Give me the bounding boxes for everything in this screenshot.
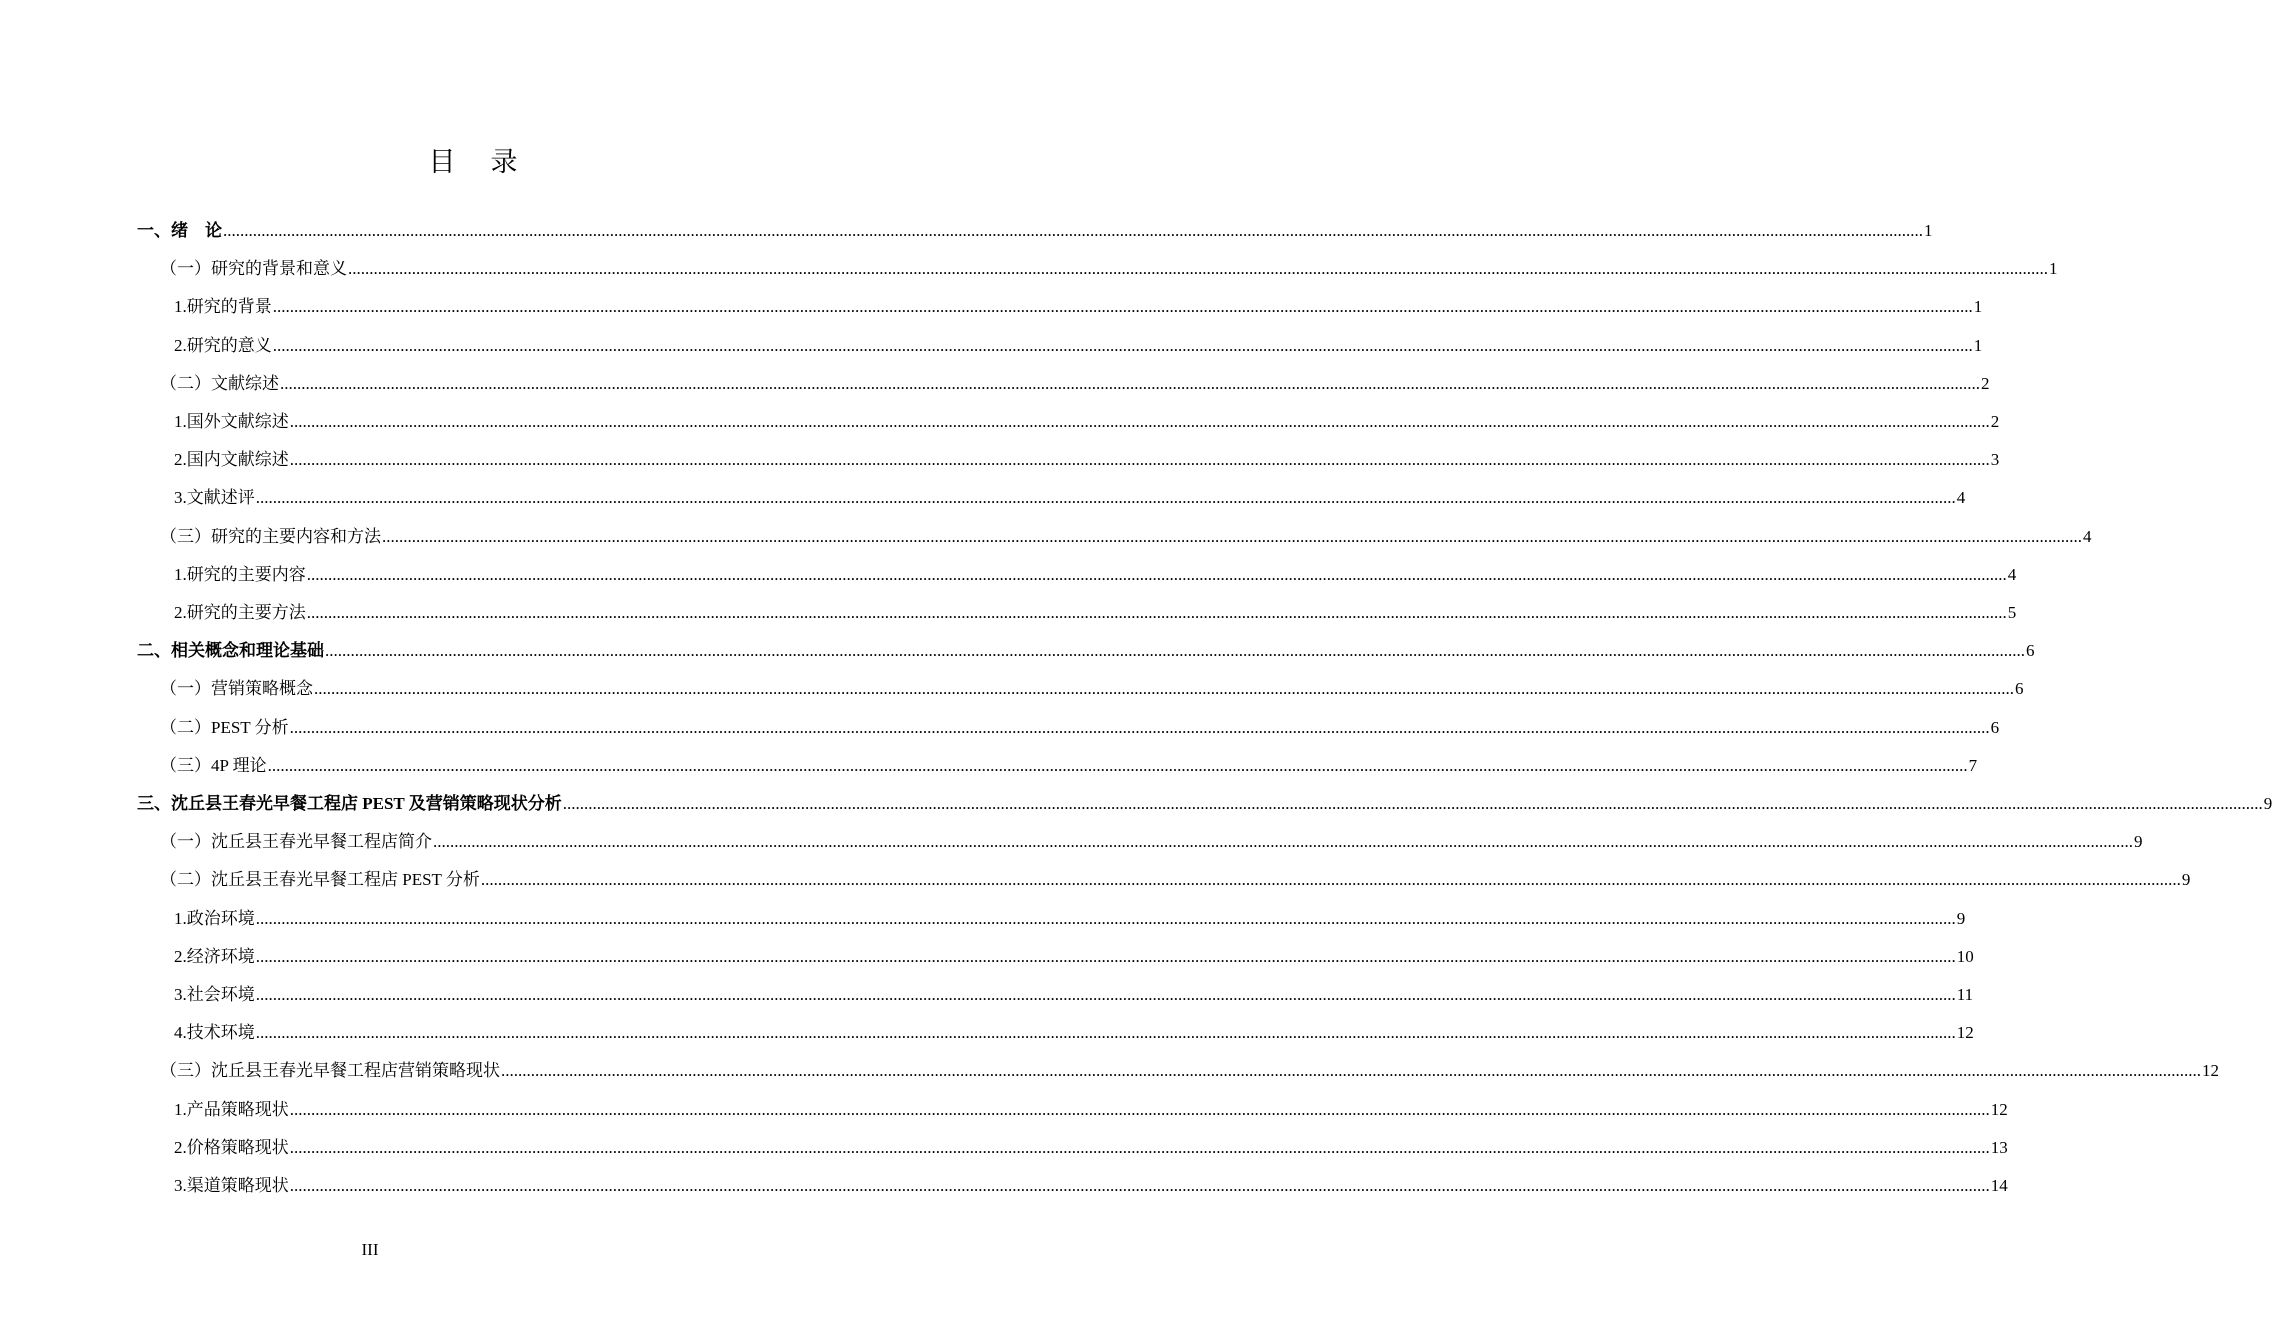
toc-leader-dots: ................................................................................................................................................................................................................................................................................................................................................................................................................ xyxy=(255,985,1956,1004)
toc-entry[interactable] xyxy=(137,632,2035,670)
toc-entry[interactable] xyxy=(174,938,1974,976)
toc-leader-dots: ................................................................................................................................................................................................................................................................................................................................................................................................................ xyxy=(325,641,2025,661)
toc-entry-label: 1.研究的背景 xyxy=(174,297,272,317)
toc-entry-label: 三、沈丘县王春光早餐工程店 PEST 及营销策略现状分析 xyxy=(137,794,562,813)
toc-entry[interactable] xyxy=(174,479,1966,517)
toc-entry-page: 12 xyxy=(2202,1061,2219,1081)
toc-leader-dots: ................................................................................................................................................................................................................................................................................................................................................................................................................ xyxy=(289,1099,1990,1119)
toc-leader-dots: ................................................................................................................................................................................................................................................................................................................................................................................................................ xyxy=(289,1137,1990,1157)
toc-entry[interactable] xyxy=(174,594,2017,632)
toc-entry[interactable] xyxy=(174,327,1983,365)
toc-leader-dots: ................................................................................................................................................................................................................................................................................................................................................................................................................ xyxy=(255,908,1956,928)
toc-entry[interactable] xyxy=(160,709,2000,747)
footer-page-number: III xyxy=(361,1240,379,1259)
toc-entry-page: 11 xyxy=(1956,985,1974,1004)
toc-entry-label: 3.文献述评 xyxy=(174,488,255,508)
toc-entry-label: 1.研究的主要内容 xyxy=(174,564,306,584)
toc-entry[interactable] xyxy=(137,785,2272,823)
toc-entry-page: 1 xyxy=(1973,297,1983,317)
toc-entry-page: 2 xyxy=(1981,373,1990,393)
toc-entry[interactable] xyxy=(174,1167,2008,1205)
toc-entry[interactable] xyxy=(174,1091,2008,1129)
page-title: 目 录 xyxy=(428,147,522,178)
toc-entry-page: 6 xyxy=(2015,679,2024,699)
toc-entry-label: 3.渠道策略现状 xyxy=(174,1176,289,1195)
toc-entry[interactable] xyxy=(174,976,1974,1014)
toc-entry-label: （二）文献综述 xyxy=(160,373,279,393)
toc-entry-label: 1.国外文献综述 xyxy=(174,412,289,431)
toc-entry[interactable] xyxy=(174,288,1983,326)
toc-entry-page: 5 xyxy=(2007,603,2017,622)
toc-leader-dots: ................................................................................................................................................................................................................................................................................................................................................................................................................ xyxy=(314,679,2014,699)
toc-entry[interactable] xyxy=(160,861,2191,899)
toc-entry-page: 1 xyxy=(1973,335,1983,355)
toc-entry-page: 9 xyxy=(1956,908,1966,928)
toc-entry-page: 4 xyxy=(2007,564,2017,584)
toc-leader-dots: ................................................................................................................................................................................................................................................................................................................................................................................................................ xyxy=(272,297,1973,317)
toc-entry-page: 6 xyxy=(2026,641,2035,661)
toc-entry-label: 2.经济环境 xyxy=(174,946,255,966)
toc-leader-dots: ................................................................................................................................................................................................................................................................................................................................................................................................................ xyxy=(223,221,1923,240)
toc-entry[interactable] xyxy=(174,441,2000,479)
toc-entry-page: 7 xyxy=(1968,755,1978,775)
toc-leader-dots: ................................................................................................................................................................................................................................................................................................................................................................................................................ xyxy=(480,870,2181,890)
toc-entry-page: 13 xyxy=(1990,1137,2008,1157)
toc-entry-label: 一、绪 论 xyxy=(137,221,222,240)
toc-entry-label: 2.研究的意义 xyxy=(174,335,272,355)
toc-entry-label: 2.价格策略现状 xyxy=(174,1137,289,1157)
toc-entry-label: （二）PEST 分析 xyxy=(160,717,289,737)
toc-leader-dots: ................................................................................................................................................................................................................................................................................................................................................................................................................ xyxy=(289,1176,1990,1195)
toc-leader-dots: ................................................................................................................................................................................................................................................................................................................................................................................................................ xyxy=(501,1061,2201,1081)
toc-entry[interactable] xyxy=(160,250,2058,288)
toc-entry-page: 2 xyxy=(1990,412,2000,431)
toc-entry[interactable] xyxy=(174,1129,2008,1167)
toc-entry[interactable] xyxy=(160,1052,2219,1090)
toc-entry-page: 14 xyxy=(1990,1176,2008,1195)
toc-entry[interactable] xyxy=(174,900,1966,938)
toc-entry-page: 12 xyxy=(1990,1099,2008,1119)
toc-leader-dots: ................................................................................................................................................................................................................................................................................................................................................................................................................ xyxy=(433,832,2133,852)
toc-leader-dots: ................................................................................................................................................................................................................................................................................................................................................................................................................ xyxy=(348,259,2048,279)
toc-entry[interactable] xyxy=(174,403,2000,441)
toc-entry[interactable] xyxy=(160,823,2143,861)
toc-entry-label: 2.国内文献综述 xyxy=(174,450,289,470)
toc-leader-dots: ................................................................................................................................................................................................................................................................................................................................................................................................................ xyxy=(272,335,1973,355)
toc-entry-page: 1 xyxy=(2049,259,2058,279)
toc-entry-page: 9 xyxy=(2181,870,2191,890)
toc-entry[interactable] xyxy=(160,670,2024,708)
toc-entry-page: 10 xyxy=(1956,946,1974,966)
toc-leader-dots: ................................................................................................................................................................................................................................................................................................................................................................................................................ xyxy=(267,755,1968,775)
toc-entry-label: （三）4P 理论 xyxy=(160,755,267,775)
toc-entry-label: （二）沈丘县王春光早餐工程店 PEST 分析 xyxy=(160,870,480,890)
toc-entry-page: 4 xyxy=(2083,526,2092,546)
toc-leader-dots: ................................................................................................................................................................................................................................................................................................................................................................................................................ xyxy=(255,1023,1956,1043)
toc-leader-dots: ................................................................................................................................................................................................................................................................................................................................................................................................................ xyxy=(289,717,1990,737)
toc-entry-page: 6 xyxy=(1990,717,2000,737)
toc-leader-dots: ................................................................................................................................................................................................................................................................................................................................................................................................................ xyxy=(255,488,1956,508)
toc-leader-dots: ................................................................................................................................................................................................................................................................................................................................................................................................................ xyxy=(255,946,1956,966)
toc-leader-dots: ................................................................................................................................................................................................................................................................................................................................................................................................................ xyxy=(289,450,1990,470)
toc-entry-label: 二、相关概念和理论基础 xyxy=(137,641,324,661)
toc-leader-dots: ................................................................................................................................................................................................................................................................................................................................................................................................................ xyxy=(306,564,2007,584)
toc-entry-page: 9 xyxy=(2134,832,2143,852)
toc-entry-label: 4.技术环境 xyxy=(174,1023,255,1043)
toc-entry[interactable] xyxy=(137,212,1933,250)
toc-leader-dots: ................................................................................................................................................................................................................................................................................................................................................................................................................ xyxy=(382,526,2082,546)
toc-entry[interactable] xyxy=(160,518,2092,556)
toc-entry-label: （一）研究的背景和意义 xyxy=(160,259,347,279)
toc-entry-label: （三）研究的主要内容和方法 xyxy=(160,526,381,546)
toc-entry-label: 2.研究的主要方法 xyxy=(174,603,306,622)
toc-entry-label: 1.产品策略现状 xyxy=(174,1099,289,1119)
toc-entry-page: 9 xyxy=(2263,794,2272,813)
toc-leader-dots: ................................................................................................................................................................................................................................................................................................................................................................................................................ xyxy=(562,794,2263,813)
toc-leader-dots: ................................................................................................................................................................................................................................................................................................................................................................................................................ xyxy=(306,603,2007,622)
toc-leader-dots: ................................................................................................................................................................................................................................................................................................................................................................................................................ xyxy=(289,412,1990,431)
toc-entry[interactable] xyxy=(174,556,2017,594)
toc-leader-dots: ................................................................................................................................................................................................................................................................................................................................................................................................................ xyxy=(280,373,1980,393)
toc-entry-label: 1.政治环境 xyxy=(174,908,255,928)
toc-entry[interactable] xyxy=(160,747,1978,785)
toc-entry-label: （一）沈丘县王春光早餐工程店简介 xyxy=(160,832,432,852)
toc-entry[interactable] xyxy=(160,365,1990,403)
toc-entry-page: 12 xyxy=(1956,1023,1974,1043)
toc-entry-page: 1 xyxy=(1924,221,1933,240)
toc-entry-page: 4 xyxy=(1956,488,1966,508)
toc-entry[interactable] xyxy=(174,1014,1974,1052)
toc-entry-label: 3.社会环境 xyxy=(174,985,255,1004)
toc-entry-page: 3 xyxy=(1990,450,2000,470)
toc-entry-label: （一）营销策略概念 xyxy=(160,679,313,699)
toc-entry-label: （三）沈丘县王春光早餐工程店营销策略现状 xyxy=(160,1061,500,1081)
